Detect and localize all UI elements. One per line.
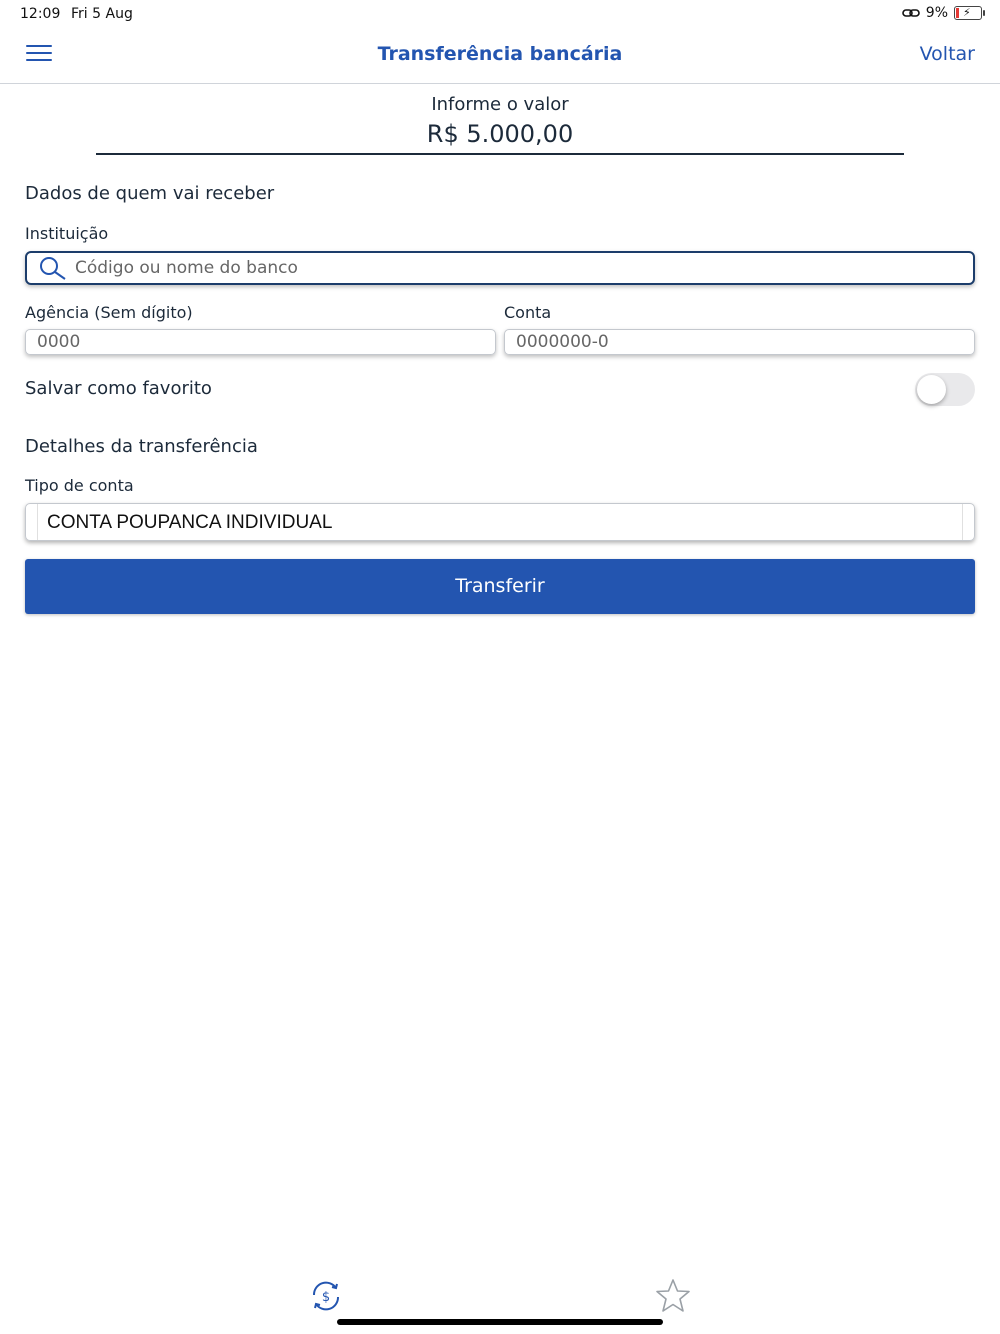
agency-field[interactable] <box>25 329 496 355</box>
account-input[interactable] <box>505 330 974 354</box>
account-label: Conta <box>504 303 552 322</box>
institution-search-box[interactable] <box>25 251 975 285</box>
toggle-knob <box>917 375 946 404</box>
agency-label: Agência (Sem dígito) <box>25 303 193 322</box>
account-type-select[interactable] <box>25 503 975 541</box>
navigation-bar <box>0 28 1000 84</box>
transfer-button[interactable]: Transferir <box>25 559 975 614</box>
back-button[interactable]: Voltar <box>919 43 975 65</box>
favorite-label: Salvar como favorito <box>25 378 212 399</box>
status-time: 12:09 <box>20 6 61 22</box>
account-type-label: Tipo de conta <box>25 476 134 495</box>
search-icon <box>37 256 69 280</box>
institution-label: Instituição <box>25 224 109 243</box>
battery-icon: ⚡ <box>954 6 982 20</box>
recipient-section-title: Dados de quem vai receber <box>25 183 275 204</box>
page-title: Transferência bancária <box>377 43 623 65</box>
details-section-title: Detalhes da transferência <box>25 436 258 457</box>
account-field[interactable] <box>504 329 975 355</box>
favorite-toggle[interactable] <box>915 373 975 406</box>
amount-label: Informe o valor <box>431 94 569 115</box>
amount-value[interactable]: R$ 5.000,00 <box>426 120 574 148</box>
svg-text:$: $ <box>321 1290 331 1305</box>
battery-percent: 9% <box>925 5 948 21</box>
status-date: Fri 5 Aug <box>71 6 133 22</box>
agency-input[interactable] <box>26 330 495 354</box>
money-transfer-icon[interactable] <box>308 1278 344 1314</box>
status-bar <box>0 0 1000 28</box>
institution-search-input[interactable] <box>75 258 935 278</box>
link-icon <box>902 7 920 19</box>
home-indicator <box>337 1319 663 1325</box>
status-indicators <box>902 5 982 21</box>
account-type-value: CONTA POUPANCA INDIVIDUAL <box>47 512 333 533</box>
amount-underline <box>96 153 904 155</box>
star-icon[interactable] <box>655 1278 691 1314</box>
